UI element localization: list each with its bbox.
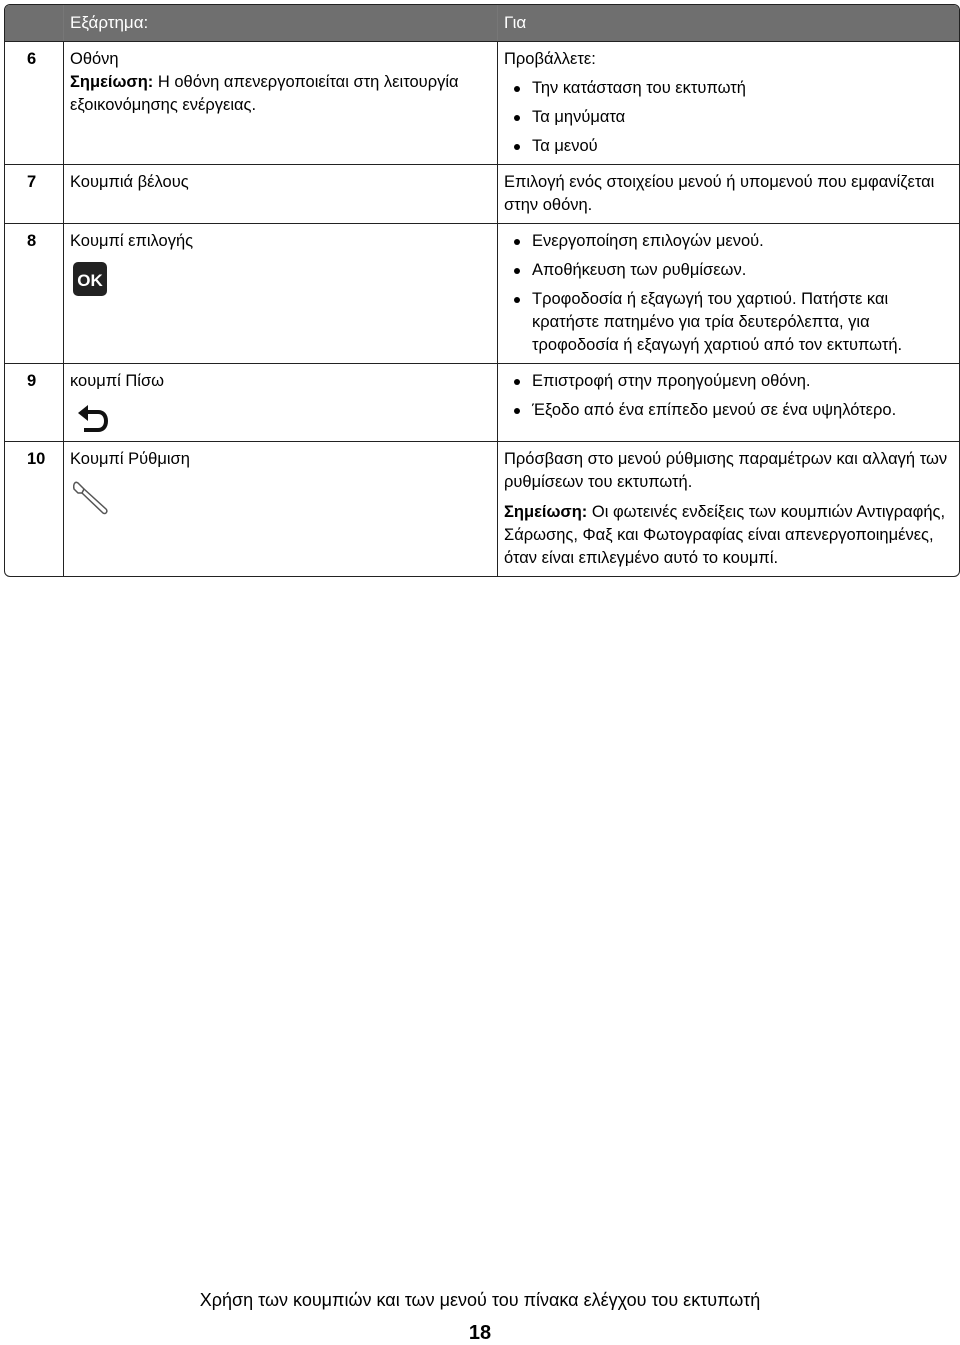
part-name: Οθόνη (70, 50, 119, 68)
page-number: 18 (468, 1322, 492, 1344)
ok-label: OK (77, 271, 103, 290)
part-name: κουμπί Πίσω (70, 372, 165, 390)
list-item: Έξοδο από ένα επίπεδο μενού σε ένα υψηλότερο. (504, 399, 951, 422)
list-item: Αποθήκευση των ρυθμίσεων. (504, 259, 951, 282)
row-number: 8 (5, 224, 64, 363)
header-number-cell (5, 5, 64, 41)
row-number: 9 (5, 364, 64, 441)
note-label: Σημείωση: (504, 503, 588, 521)
use-cell (498, 42, 959, 164)
note-text: Οι φωτεινές ενδείξεις των κουμπιών Αντιγραφής, Σάρωσης, Φαξ και Φωτογραφίας είναι απενεργοποιημένες, όταν είναι επιλεγμένο αυτό το κουμπί. (504, 503, 946, 567)
part-cell (64, 224, 498, 363)
list-item: Τροφοδοσία ή εξαγωγή του χαρτιού. Πατήστε και κρατήστε πατημένο για τρία δευτερόλεπτα, για τροφοδοσία ή εξαγωγή χαρτιού από τον εκτυπωτή. (504, 288, 951, 357)
use-note (504, 501, 951, 570)
wrench-icon (72, 479, 112, 519)
bullet-list (504, 230, 951, 357)
bullet-list (504, 370, 951, 422)
part-name: Κουμπιά βέλους (70, 173, 189, 191)
table-row (5, 441, 959, 576)
use-cell (498, 165, 959, 223)
use-cell (498, 442, 959, 576)
part-cell (64, 364, 498, 441)
table-row (5, 41, 959, 164)
footer-title: Χρήση των κουμπιών και των μενού του πίνακα ελέγχου του εκτυπωτή (199, 1290, 761, 1310)
row-number: 7 (5, 165, 64, 223)
part-cell (64, 42, 498, 164)
note-text: Η οθόνη απενεργοποιείται στη λειτουργία εξοικονόμησης ενέργειας. (70, 73, 459, 114)
table-row (5, 363, 959, 441)
part-name: Κουμπί Ρύθμιση (70, 450, 190, 468)
part-cell (64, 442, 498, 576)
list-item: Επιστροφή στην προηγούμενη οθόνη. (504, 370, 951, 393)
part-cell (64, 165, 498, 223)
back-arrow-icon (72, 401, 112, 441)
table-row (5, 164, 959, 223)
parts-table (4, 4, 960, 577)
row-number: 6 (5, 42, 64, 164)
use-cell (498, 364, 959, 441)
part-name: Κουμπί επιλογής (70, 232, 194, 250)
header-use: Για (504, 13, 527, 32)
table-row (5, 223, 959, 363)
list-item: Την κατάσταση του εκτυπωτή (504, 77, 951, 100)
use-text: Επιλογή ενός στοιχείου μενού ή υπομενού που εμφανίζεται στην οθόνη. (504, 173, 935, 214)
bullet-list (504, 77, 951, 158)
table-header (5, 5, 959, 41)
ok-button-icon (72, 261, 108, 297)
use-text: Πρόσβαση στο μενού ρύθμισης παραμέτρων και αλλαγή των ρυθμίσεων του εκτυπωτή. (504, 450, 948, 491)
header-part: Εξάρτημα: (64, 5, 498, 41)
list-item: Ενεργοποίηση επιλογών μενού. (504, 230, 951, 253)
use-cell (498, 224, 959, 363)
list-item: Τα μενού (504, 135, 951, 158)
use-intro: Προβάλλετε: (504, 50, 596, 68)
part-note (70, 71, 489, 117)
note-label: Σημείωση: (70, 73, 154, 91)
row-number: 10 (5, 442, 64, 576)
list-item: Τα μηνύματα (504, 106, 951, 129)
